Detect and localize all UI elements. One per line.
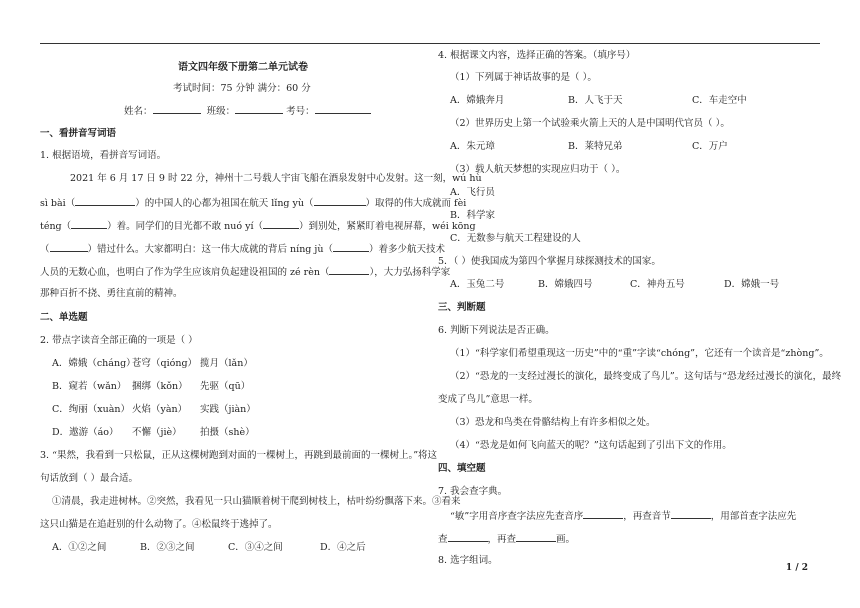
q3-option-c[interactable]: C．③④之间 — [228, 542, 283, 553]
number-field[interactable] — [315, 104, 371, 114]
q3-option-d[interactable]: D．④之后 — [320, 542, 366, 553]
option[interactable]: B．莱特兄弟 — [568, 141, 623, 152]
answer-blank[interactable] — [583, 509, 623, 519]
option[interactable]: C．无数参与航天工程建设的人 — [450, 233, 581, 244]
q3-passage-cont: 这只山猫是在追赶别的什么动物了。④松鼠终于逃掉了。 — [40, 519, 278, 530]
section-2-title: 二、单选题 — [40, 312, 88, 323]
q7-stem: 7. 我会查字典。 — [438, 486, 508, 497]
option[interactable]: C．万户 — [692, 141, 728, 152]
q6-item-1: （1）“科学家们希望重现这一历史”中的“重”字读“chóng”，它还有一个读音是“zhòng”。 — [450, 348, 829, 359]
answer-blank[interactable] — [329, 265, 369, 275]
q2-stem: 2. 带点字读音全部正确的一项是（ ） — [40, 335, 198, 346]
q4-sub-2: （2）世界历史上第一个试验乘火箭上天的人是中国明代官员（ ）。 — [450, 118, 730, 129]
exam-info: 考试时间：75 分钟 满分：60 分 — [173, 83, 311, 94]
answer-blank[interactable] — [71, 219, 107, 229]
q6-stem: 6. 判断下列说法是否正确。 — [438, 325, 555, 336]
option[interactable]: B．人飞于天 — [568, 95, 623, 106]
q3-option-b[interactable]: B．②③之间 — [140, 542, 195, 553]
section-4-title: 四、填空题 — [438, 463, 486, 474]
section-3-title: 三、判断题 — [438, 302, 486, 313]
option[interactable]: A．朱元璋 — [450, 141, 495, 152]
option[interactable]: A．嫦娥奔月 — [450, 95, 505, 106]
option[interactable]: D．嫦娥一号 — [724, 279, 780, 290]
answer-blank[interactable] — [333, 242, 369, 252]
q4-1-options — [450, 95, 747, 107]
number-label: 考号： — [286, 106, 315, 117]
q5-stem: 5．（ ）使我国成为第四个掌握月球探测技术的国家。 — [438, 256, 661, 267]
q7-line-1: “敏”字用音序查字法应先查音序 ，再查音节 ，用部首查字法应先 — [450, 511, 797, 522]
q7-line-2: 查 ，再查 画。 — [438, 534, 576, 545]
answer-blank[interactable] — [671, 509, 711, 519]
name-field[interactable] — [153, 104, 201, 114]
q1-para-line: sì bài（ ）的中国人的心都为祖国在航天 lǐng yù（ ）取得的伟大成就而 fèi — [40, 198, 467, 209]
q4-sub-1: （1）下列属于神话故事的是（ ）。 — [450, 72, 597, 83]
option[interactable]: C．车走空中 — [692, 95, 747, 106]
answer-blank[interactable] — [75, 196, 135, 206]
q1-para-line: 2021 年 6 月 17 日 9 时 22 分，神州十二号载人宇宙飞船在酒泉发射中心发射。这一刻，wú hù — [70, 173, 482, 184]
q3-stem-cont: 句话放到（ ）最合适。 — [40, 473, 139, 484]
option[interactable]: B．科学家 — [450, 210, 495, 221]
option[interactable]: A．飞行员 — [450, 187, 495, 198]
q6-item-4: （4）“恐龙是如何飞向蓝天的呢？”这句话起到了引出下文的作用。 — [450, 440, 732, 451]
option[interactable]: A．玉兔二号 — [450, 279, 505, 290]
q2-option-b[interactable]: B．窥若（wǎn） 捆绑（kǒn） 先驱（qū） — [52, 381, 251, 392]
q1-para-line: 那种百折不挠、勇往直前的精神。 — [40, 288, 183, 299]
q3-passage: ①清晨，我走进树林。②突然，我看见一只山猫顺着树干爬到树枝上，枯叶纷纷飘落下来。③看来 — [52, 496, 461, 507]
q2-option-a[interactable]: A．嫦娥（cháng）苍穹（qióng） 揽月（lǎn） — [52, 358, 253, 369]
answer-blank[interactable] — [50, 242, 88, 252]
answer-blank[interactable] — [314, 196, 366, 206]
class-label: 班级： — [206, 106, 236, 117]
q6-item-3: （3）恐龙和鸟类在骨骼结构上有许多相似之处。 — [450, 417, 656, 428]
q4-2-options — [450, 141, 728, 153]
exam-title: 语文四年级下册第二单元试卷 — [178, 62, 308, 73]
page-number: 1 / 2 — [785, 563, 808, 573]
name-label: 姓名： — [124, 106, 153, 117]
option[interactable]: B．嫦娥四号 — [538, 279, 593, 290]
q1-para-line: （ ）错过什么。大家都明白：这一伟大成就的背后 níng jù（ ）着多少航天技术 — [40, 244, 445, 255]
q4-stem: 4. 根据课文内容，选择正确的答案。（填序号） — [438, 50, 636, 61]
answer-blank[interactable] — [516, 532, 556, 542]
q1-para-line: téng（ ）着。同学们的目光都不敢 nuó yí（ ）到别处，紧紧盯着电视屏幕，wéi kōng — [40, 221, 476, 232]
q3-options — [52, 542, 366, 554]
q3-stem: 3. “果然，我看到一只松鼠，正从这棵树跑到对面的一棵树上，再跳到最前面的一棵树上。”将这 — [40, 450, 438, 461]
answer-blank[interactable] — [263, 219, 299, 229]
q2-option-d[interactable]: D．遨游（áo） 不懈（jiè） 拍摄（shè） — [52, 427, 255, 438]
class-field[interactable] — [235, 104, 283, 114]
q2-option-c[interactable]: C．绚丽（xuàn） 火焰（yàn） 实践（jiàn） — [52, 404, 256, 415]
top-rule — [40, 43, 820, 44]
q8-stem: 8. 选字组词。 — [438, 555, 498, 566]
answer-blank[interactable] — [448, 532, 488, 542]
q5-options — [450, 279, 779, 291]
student-info-row — [124, 104, 371, 118]
section-1-title: 一、看拼音写词语 — [40, 128, 117, 139]
q3-option-a[interactable]: A．①②之间 — [52, 542, 107, 553]
q6-item-2: （2）“恐龙的一支经过漫长的演化，最终变成了鸟儿”。这句话与“恐龙经过漫长的演化，最终 — [450, 371, 842, 382]
q1-para-line: 人员的无数心血，也明白了作为学生应该肩负起建设祖国的 zé rèn（ ），大力弘扬科学家 — [40, 267, 451, 278]
option[interactable]: C．神舟五号 — [630, 279, 685, 290]
q6-item-2-cont: 变成了鸟儿”意思一样。 — [438, 394, 538, 405]
q4-sub-3: （3）载人航天梦想的实现应归功于（ ）。 — [450, 164, 626, 175]
q1-stem: 1. 根据语境，看拼音写词语。 — [40, 150, 167, 161]
